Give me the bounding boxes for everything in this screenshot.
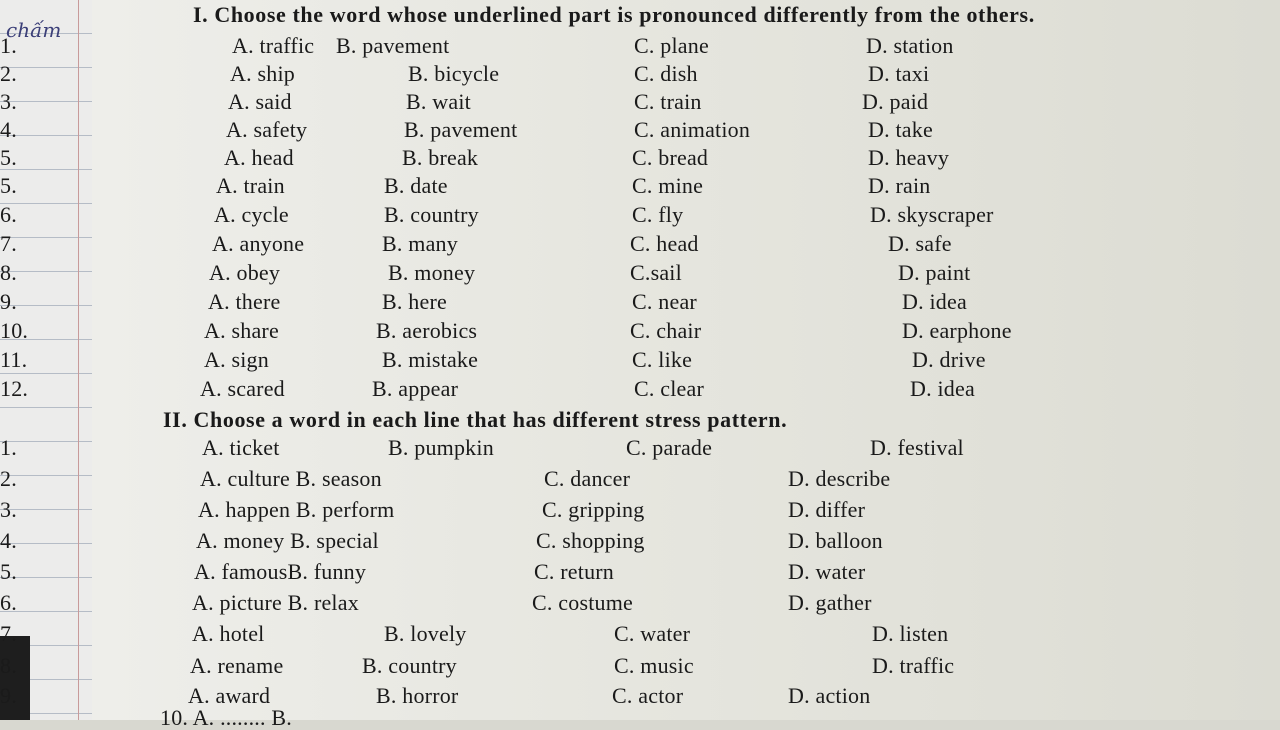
s1-q10-option-c: C. near (632, 289, 697, 314)
s1-q9-option-d: D. paint (898, 260, 971, 285)
s1-q12-option-a: A. sign (204, 347, 269, 372)
s2-q5-question-number: 5. (0, 559, 17, 584)
s2-q1-option-b: B. pumpkin (388, 435, 494, 460)
s1-q10-option-d: D. idea (902, 289, 967, 314)
s1-q2-question-number: 2. (0, 61, 17, 86)
s1-q5-option-c: C. bread (632, 145, 709, 170)
s2-q6-option-c: C. costume (532, 590, 633, 615)
s2-q4-option-c: C. shopping (536, 528, 645, 553)
s1-q12-option-d: D. drive (912, 347, 986, 372)
s1-q6-option-d: D. rain (868, 173, 931, 198)
s2-q7-option-c: C. water (614, 621, 691, 646)
s2-q7-option-b: B. lovely (384, 621, 467, 646)
s1-q4-option-b: B. pavement (404, 117, 518, 142)
s2-q4-question-number: 4. (0, 528, 17, 553)
s2-q5-option-c: C. return (534, 559, 615, 584)
s1-q11-option-b: B. aerobics (376, 318, 478, 343)
s2-q5-option-d: D. water (788, 559, 866, 584)
s1-q6-option-a: A. train (216, 173, 285, 198)
s1-q1-option-b: B. pavement (336, 33, 450, 58)
s1-q13-option-b: B. appear (372, 376, 459, 401)
s1-q2-option-c: C. dish (634, 61, 698, 86)
s1-q9-option-b: B. money (388, 260, 476, 285)
cut-off-line-text: 10. A. ........ B. (160, 705, 292, 730)
s2-q9-option-d: D. action (788, 683, 871, 708)
s2-q1-option-a: A. ticket (202, 435, 280, 460)
s2-q2-option-a: A. culture B. season (200, 466, 382, 491)
s1-q10-question-number: 9. (0, 289, 17, 314)
s1-q13-option-a: A. scared (200, 376, 285, 401)
s2-q3-option-a: A. happen B. perform (198, 497, 395, 522)
s1-q12-option-c: C. like (632, 347, 693, 372)
s1-q7-question-number: 6. (0, 202, 17, 227)
s2-q8-option-c: C. music (614, 653, 694, 678)
section-2-heading: II. Choose a word in each line that has different stress pattern. (163, 407, 788, 432)
s1-q8-option-c: C. head (630, 231, 699, 256)
s2-q9-option-a: A. award (188, 683, 271, 708)
s2-q1-option-d: D. festival (870, 435, 964, 460)
s1-q3-option-c: C. train (634, 89, 702, 114)
s2-q7-option-d: D. listen (872, 621, 949, 646)
s2-q4-option-d: D. balloon (788, 528, 883, 553)
s2-q1-question-number: 1. (0, 435, 17, 460)
s1-q11-option-d: D. earphone (902, 318, 1012, 343)
s1-q6-option-c: C. mine (632, 173, 704, 198)
s1-q2-option-a: A. ship (230, 61, 295, 86)
s2-q7-option-a: A. hotel (192, 621, 265, 646)
s2-q8-question-number: 8. (0, 653, 17, 678)
s1-q11-option-c: C. chair (630, 318, 702, 343)
s1-q5-option-d: D. heavy (868, 145, 950, 170)
s1-q1-option-d: D. station (866, 33, 954, 58)
s2-q3-question-number: 3. (0, 497, 17, 522)
s1-q13-option-c: C. clear (634, 376, 705, 401)
s2-q7-question-number: 7. (0, 621, 17, 646)
s1-q8-option-b: B. many (382, 231, 458, 256)
s1-q1-option-c: C. plane (634, 33, 709, 58)
s1-q4-option-d: D. take (868, 117, 933, 142)
s2-q5-option-a: A. famousB. funny (194, 559, 367, 584)
s2-q8-option-b: B. country (362, 653, 457, 678)
s1-q3-question-number: 3. (0, 89, 17, 114)
s1-q3-option-a: A. said (228, 89, 292, 114)
s1-q10-option-b: B. here (382, 289, 447, 314)
s2-q9-option-c: C. actor (612, 683, 684, 708)
s1-q9-question-number: 8. (0, 260, 17, 285)
s1-q12-option-b: B. mistake (382, 347, 479, 372)
s1-q8-question-number: 7. (0, 231, 17, 256)
s2-q2-option-d: D. describe (788, 466, 891, 491)
s2-q8-option-d: D. traffic (872, 653, 955, 678)
s1-q9-option-c: C.sail (630, 260, 682, 285)
s1-q7-option-a: A. cycle (214, 202, 289, 227)
s2-q9-question-number: 9. (0, 683, 17, 708)
notebook-margin-line (78, 0, 79, 720)
s1-q13-option-d: D. idea (910, 376, 975, 401)
s2-q6-question-number: 6. (0, 590, 17, 615)
s1-q2-option-b: B. bicycle (408, 61, 500, 86)
s1-q9-option-a: A. obey (209, 260, 281, 285)
s2-q9-option-b: B. horror (376, 683, 459, 708)
s1-q2-option-d: D. taxi (868, 61, 930, 86)
handwritten-note: chấm (6, 18, 62, 42)
s2-q6-option-a: A. picture B. relax (192, 590, 359, 615)
s2-q3-option-d: D. differ (788, 497, 866, 522)
s1-q1-option-a: A. traffic (232, 33, 315, 58)
s1-q12-question-number: 11. (0, 347, 28, 372)
s2-q8-option-a: A. rename (190, 653, 284, 678)
s1-q4-option-a: A. safety (226, 117, 308, 142)
s1-q4-option-c: C. animation (634, 117, 751, 142)
s1-q7-option-d: D. skyscraper (870, 202, 994, 227)
s1-q5-option-b: B. break (402, 145, 479, 170)
s1-q3-option-b: B. wait (406, 89, 471, 114)
s1-q11-question-number: 10. (0, 318, 29, 343)
s1-q4-question-number: 4. (0, 117, 17, 142)
s2-q4-option-a: A. money B. special (196, 528, 379, 553)
s1-q13-question-number: 12. (0, 376, 29, 401)
s1-q6-option-b: B. date (384, 173, 448, 198)
s1-q5-option-a: A. head (224, 145, 294, 170)
s1-q8-option-a: A. anyone (212, 231, 305, 256)
s1-q5-question-number: 5. (0, 145, 17, 170)
section-1-heading: I. Choose the word whose underlined part is pronounced differently from the others. (193, 2, 1035, 27)
s2-q2-option-c: C. dancer (544, 466, 631, 491)
s2-q3-option-c: C. gripping (542, 497, 645, 522)
s1-q7-option-b: B. country (384, 202, 479, 227)
s2-q6-option-d: D. gather (788, 590, 872, 615)
s1-q1-question-number: 1. (0, 33, 17, 58)
s2-q2-question-number: 2. (0, 466, 17, 491)
s2-q1-option-c: C. parade (626, 435, 713, 460)
cut-off-line (160, 705, 560, 730)
s1-q10-option-a: A. there (208, 289, 281, 314)
s1-q11-option-a: A. share (204, 318, 279, 343)
s1-q8-option-d: D. safe (888, 231, 952, 256)
s1-q7-option-c: C. fly (632, 202, 684, 227)
s1-q6-question-number: 5. (0, 173, 17, 198)
s1-q3-option-d: D. paid (862, 89, 929, 114)
